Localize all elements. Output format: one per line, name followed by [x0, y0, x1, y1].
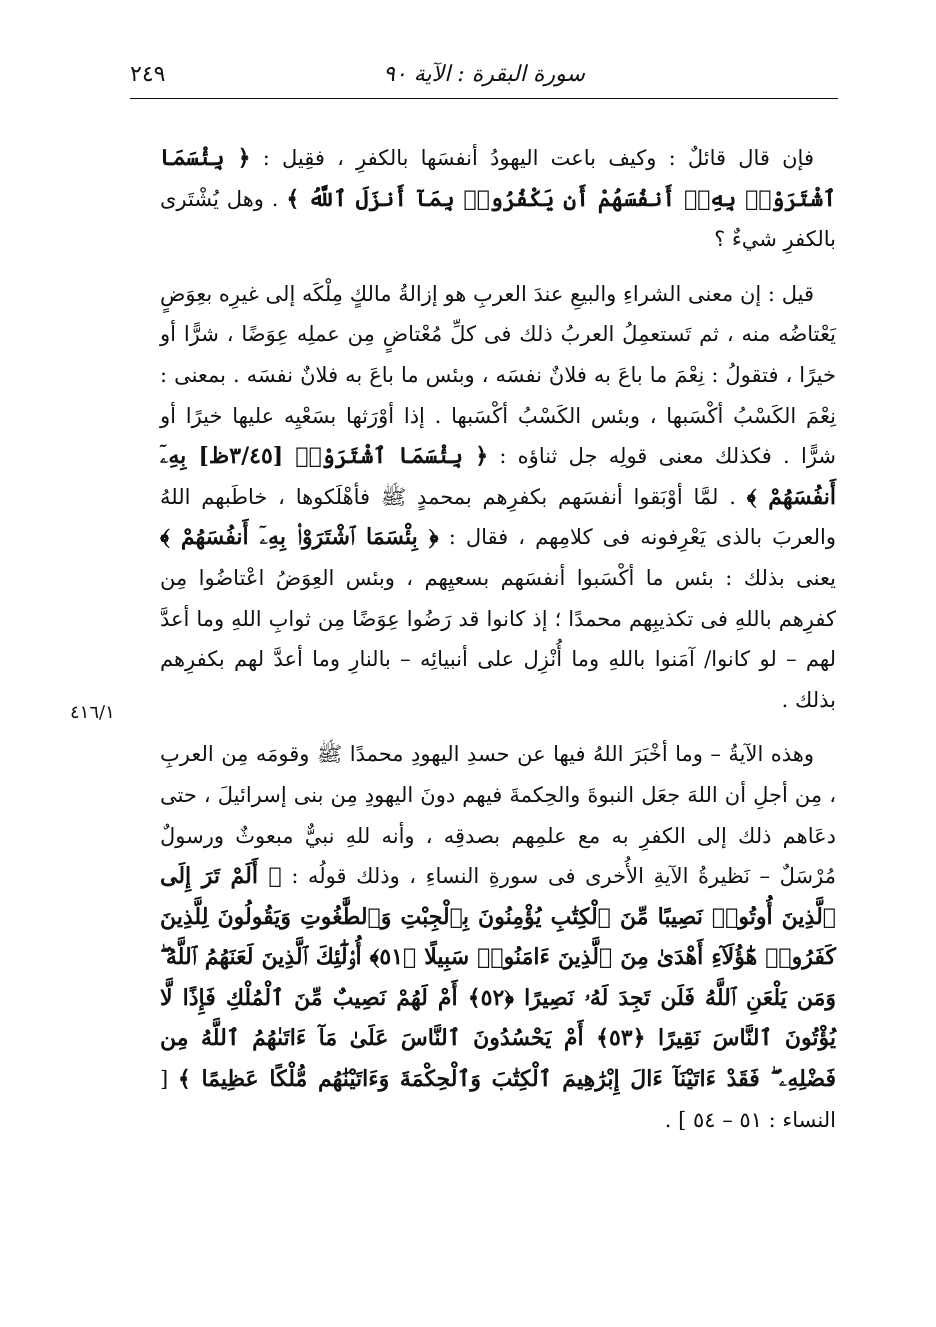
- paragraph-text: يعنى بذلك : بئس ما أكْسَبوا أنفسَهم بسعيِهم ، وبئس العِوَضُ اعْتاضُوا مِن كفرِهم باللهِ فى تكذيبِهم محمدًا ؛ إذ كانوا قد رَضُوا عِوَضًا مِن ثوابِ اللهِ وما أعدَّ لهم – لو كانوا/ آمَنوا باللهِ وما أُنْزِل على أنبيائِه – بالنارِ وما أعدَّ لهم بكفرِهم بذلك .: [160, 565, 836, 712]
- paragraph-text: وهذه الآيةُ – وما أخْبَرَ اللهُ فيها عن حسدِ اليهودِ محمدًا ﷺ وقومَه مِن العربِ ، مِن أجلِ أن اللهَ جعَل النبوةَ والحِكمةَ فيهم دونَ اليهودِ مِن بنى إسرائيلَ ، حتى دعَاهم ذلك إلى الكفرِ به مع علمِهم بصدقِه ، وأنه للهِ نبيٌّ مبعوثٌ ورسولٌ مُرْسَلٌ – نَظيرةُ الآيةِ الأُخرى فى سورةِ النساءِ ، وذلك قولُه :: [160, 742, 836, 889]
- paragraph-text: . وهل يُشْتَرى بالكفرِ شيءٌ ؟: [160, 186, 836, 252]
- quran-quote: ﴿ بِئْسَمَا ٱشْتَرَوْا۟ بِهِۦٓ أَنفُسَهُمْ ﴾: [160, 524, 439, 551]
- page-number: ٢٤٩: [130, 62, 166, 87]
- paragraph-text: [ النساء : ٥١ – ٥٤ ] .: [160, 1067, 836, 1132]
- paragraph-3: [160, 734, 836, 1140]
- margin-reference: ٤١٦/١: [70, 702, 115, 723]
- running-title: سورة البقرة : الآية ٩٠: [383, 62, 585, 87]
- page-body: [160, 138, 836, 1140]
- header-rule: [130, 98, 838, 99]
- quran-quote: ﴿ بِئْسَمَا ٱشْتَرَوْا۟ [٣/٤٥ظ] بِهِۦٓ أَنفُسَهُمْ ﴾: [160, 443, 836, 510]
- paragraph-text: فإن قال قائلٌ : وكيف باعت اليهودُ أنفسَها بالكفرِ ، فقِيل :: [250, 146, 814, 170]
- paragraph-text: قيل : إن معنى الشراءِ والبيعِ عندَ العربِ هو إزالةُ مالكٍ مِلْكَه إلى غيرِه بعِوَضٍ يَعْتاضُه منه ، ثم تَستعمِلُ العربُ ذلك فى كلِّ مُعْتاضٍ مِن عملِه عِوَضًا ، شرًّا أو خيرًا ، فتقولُ : نِعْمَ ما باعَ به فلانٌ نفسَه ، وبئس ما باعَ به فلانٌ نفسَه . بمعنى : نِعْمَ الكَسْبُ أكْسَبها ، وبئس الكَسْبُ أكْسَبها . إذا أوْرَثها بسَعْيِه عليها خيرًا أو شرًّا . فكذلك معنى قولِه جل ثناؤه :: [160, 281, 836, 469]
- quran-quote: ﴿ بِئْسَمَا ٱشْتَرَوْا۟ بِهِۦٓ أَنفُسَهُمْ أَن يَكْفُرُوا۟ بِمَآ أَنزَلَ ٱللَّهُ ﴾: [160, 145, 836, 212]
- paragraph-2: [160, 274, 836, 721]
- quran-quote: ﴿ أَلَمْ تَرَ إِلَى ٱلَّذِينَ أُوتُوا۟ نَصِيبًا مِّنَ ٱلْكِتَٰبِ يُؤْمِنُونَ بِٱلْجِبْتِ وَٱلطَّٰغُوتِ وَيَقُولُونَ لِلَّذِينَ كَفَرُوا۟ هَٰٓؤُلَآءِ أَهْدَىٰ مِنَ ٱلَّذِينَ ءَامَنُوا۟ سَبِيلًا ﴿٥١﴾ أُو۟لَٰٓئِكَ ٱلَّذِينَ لَعَنَهُمُ ٱللَّهُ ۖ وَمَن يَلْعَنِ ٱللَّهُ فَلَن تَجِدَ لَهُۥ نَصِيرًا ﴿٥٢﴾ أَمْ لَهُمْ نَصِيبٌ مِّنَ ٱلْمُلْكِ فَإِذًا لَّا يُؤْتُونَ ٱلنَّاسَ نَقِيرًا ﴿٥٣﴾ أَمْ يَحْسُدُونَ ٱلنَّاسَ عَلَىٰ مَآ ءَاتَىٰهُمُ ٱللَّهُ مِن فَضْلِهِۦ ۖ فَقَدْ ءَاتَيْنَآ ءَالَ إِبْرَٰهِيمَ ٱلْكِتَٰبَ وَٱلْحِكْمَةَ وَءَاتَيْنَٰهُم مُّلْكًا عَظِيمًا ﴾: [160, 863, 837, 1093]
- paragraph-1: [160, 138, 836, 260]
- paragraph-text: . لمَّا أوْبَقوا أنفسَهم بكفرِهم بمحمدٍ ﷺ فأهْلَكوها ، خاطَبهم اللهُ والعربَ بالذى يَعْرِفونه فى كلامِهم ، فقال :: [160, 484, 836, 550]
- page-header: [130, 58, 838, 98]
